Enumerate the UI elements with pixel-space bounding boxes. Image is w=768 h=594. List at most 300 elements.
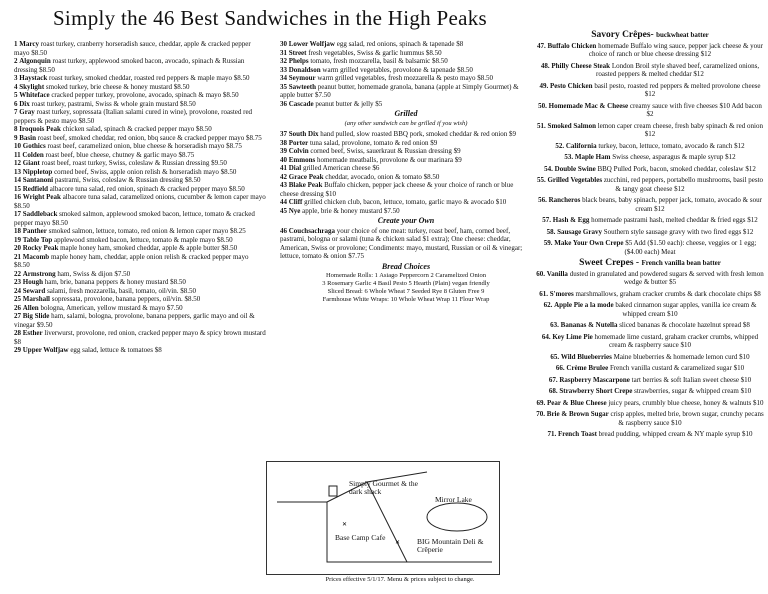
grilled-note: (any other sandwich can be grilled if you wish)	[344, 119, 468, 127]
item-number: 5	[14, 91, 18, 99]
item-number: 47.	[537, 41, 546, 50]
item-name: Vanilla	[546, 269, 568, 278]
menu-item	[536, 216, 764, 225]
menu-item	[536, 142, 764, 151]
item-name: Key Lime Pie	[552, 332, 593, 341]
savory-subtitle: buckwheat batter	[656, 31, 709, 39]
bread-heading: Bread Choices	[381, 261, 431, 271]
item-name: Grace Peak	[288, 172, 324, 181]
item-description: Southern style sausage gravy with two fired eggs $12	[603, 227, 754, 236]
item-name: Dial	[288, 164, 302, 172]
menu-item	[280, 156, 532, 165]
item-description: grilled chicken club, bacon, lettuce, tomato, garlic mayo & avocado $10	[304, 198, 507, 206]
item-number: 17	[14, 210, 21, 218]
item-number: 35	[280, 82, 287, 91]
menu-item	[536, 353, 764, 362]
item-name: Colvin	[288, 147, 309, 155]
item-name: Sausage Gravy	[557, 227, 602, 236]
item-description: roast turkey, smoked cheddar, roasted red peppers & maple mayo $8.50	[49, 74, 250, 82]
item-name: Allen	[22, 303, 39, 312]
item-number: 55.	[536, 176, 546, 184]
item-description: crisp apples, melted brie, brown sugar, crunchy pecans & raspberry sauce $10	[610, 410, 764, 427]
item-name: Wright Peak	[22, 193, 61, 201]
menu-item	[14, 287, 266, 296]
menu-item	[14, 253, 266, 270]
item-number: 71.	[547, 430, 557, 438]
item-name: Bananas & Nutella	[560, 321, 618, 329]
item-number: 20	[14, 244, 21, 252]
item-number: 42	[280, 172, 287, 181]
item-description: ham, salami, bologna, provolone, banana peppers, garlic mayo and oil & vinegar $9.50	[14, 312, 255, 329]
item-description: peanut butter, homemade granola, banana (apple at Simply Gourmet) & apple butter $7.50	[280, 82, 519, 99]
menu-item	[280, 164, 532, 173]
item-name: Marshall	[22, 295, 50, 303]
item-number: 12	[14, 159, 21, 167]
menu-item	[14, 40, 266, 57]
item-number: 37	[280, 130, 287, 138]
menu-item	[280, 181, 532, 198]
menu-item	[14, 151, 266, 160]
menu-item	[14, 83, 266, 92]
item-description: corned beef, Swiss, apple onion relish & horseradish mayo $8.50	[54, 167, 237, 176]
item-number: 30	[280, 40, 287, 48]
item-description: ham, brie, banana peppers & honey mustard $8.50	[44, 278, 186, 286]
item-description: your choice of one meat: turkey, roast beef, ham, corned beef, pastrami, bologna or salami (tuna & chicken salad $1 extra); One cheese: cheddar, American, Swiss or provolone; Condiments: mayo, mustard, Russian or oil & vinegar; lettuce, tomato & onion $7.75	[280, 226, 523, 260]
item-number: 70.	[536, 410, 546, 418]
item-description: London Broil style shaved beef, caramelized onions, roasted peppers & melted cheddar $12	[596, 61, 760, 78]
item-name: Whiteface	[19, 91, 50, 99]
item-number: 28	[14, 329, 21, 337]
item-number: 25	[14, 295, 21, 303]
item-number: 6	[14, 99, 18, 108]
map-label-base-camp: Base Camp Cafe	[335, 533, 386, 542]
menu-item	[536, 102, 764, 119]
menu-item	[280, 147, 532, 156]
item-name: Maple Ham	[574, 153, 611, 161]
item-description: smoked salmon, lettuce, tomato, red onion & lemon caper mayo $8.25	[48, 227, 246, 235]
item-description: strawberries, sugar & whipped cream $10	[634, 387, 752, 395]
item-number: 27	[14, 312, 21, 320]
item-name: Double Swine	[554, 164, 596, 173]
item-description: maple honey ham, cheddar, apple onion relish & cracked pepper mayo $8.50	[14, 252, 249, 269]
item-name: Brie & Brown Sugar	[546, 410, 609, 418]
item-name: Donaldson	[288, 65, 321, 74]
item-name: Iroquois Peak	[19, 125, 61, 133]
item-description: Swiss cheese, asparagus & maple syrup $12	[612, 153, 736, 161]
item-number: 34	[280, 74, 287, 82]
menu-item	[14, 57, 266, 74]
item-description: baked cinnamon sugar apples, vanilla ice cream & whipped cream $10	[615, 301, 757, 318]
sweet-title: Sweet Crepes -	[579, 258, 640, 268]
item-name: Upper Wolfjaw	[22, 346, 69, 354]
item-name: Hough	[22, 278, 43, 286]
item-number: 53.	[564, 153, 574, 161]
item-description: homemade pastrami hash, melted cheddar & fried eggs $12	[591, 216, 758, 224]
menu-item	[280, 57, 532, 66]
item-name: Couchsachraga	[288, 226, 336, 235]
item-description: roast beef, blue cheese, chutney & garlic mayo $8.75	[45, 150, 195, 159]
item-name: Macomb	[22, 252, 50, 261]
item-number: 11	[14, 150, 21, 159]
item-number: 48.	[540, 61, 550, 70]
menu-item	[536, 165, 764, 174]
menu-item	[280, 100, 532, 109]
sweet-subtitle: French vanilla bean batter	[641, 259, 721, 267]
map-label-simply-gourmet: Simply Gourmet & the dark shack	[349, 479, 418, 496]
item-number: 44	[280, 198, 287, 206]
item-description: tart berries & soft Italian sweet cheese $10	[631, 375, 752, 384]
menu-item	[14, 100, 266, 109]
menu-item	[14, 193, 266, 210]
menu-column-3	[536, 28, 764, 442]
item-description: tomato, fresh mozzarella, basil & balsamic $8.50	[310, 57, 448, 65]
item-description: roast turkey, sopressata (Italian salami cured in wine), provolone, roasted red peppers & pesto mayo $8.50	[14, 108, 253, 125]
item-description: corned beef, Swiss, sauerkraut & Russian dressing $9	[310, 147, 461, 155]
item-name: Saddleback	[22, 210, 58, 218]
item-name: French Toast	[557, 430, 597, 438]
menu-item	[14, 134, 266, 143]
item-number: 66.	[555, 364, 565, 372]
item-number: 57.	[542, 216, 552, 224]
bread-line: Homemade Rolls: 1 Asiago Peppercorn 2 Caramelized Onion	[325, 272, 487, 279]
item-description: basil pesto, roasted red peppers & melted provolone cheese $12	[594, 81, 761, 98]
menu-item	[536, 321, 764, 330]
item-name: Rancheros	[548, 196, 581, 204]
menu-item	[14, 329, 266, 346]
item-description: liverwurst, provolone, red onion, cracked pepper mayo & spicy brown mustard $8	[14, 329, 266, 346]
item-number: 62.	[543, 301, 553, 309]
item-description: roast turkey, pastrami, Swiss & whole grain mustard $8.50	[31, 99, 196, 108]
menu-item	[536, 376, 764, 385]
item-number: 4	[14, 82, 18, 91]
menu-item	[14, 312, 266, 329]
item-description: bologna, American, yellow mustard & mayo $7.50	[40, 303, 183, 312]
create-heading: Create your Own	[377, 216, 435, 225]
item-description: grilled American cheese $6	[302, 164, 380, 172]
item-name: Pesto Chicken	[549, 81, 593, 90]
menu-item	[14, 74, 266, 83]
menu-item	[280, 139, 532, 148]
item-number: 2	[14, 57, 18, 65]
item-number: 68.	[548, 387, 558, 395]
svg-text:✕: ✕	[395, 540, 401, 546]
menu-column-1	[14, 40, 266, 355]
item-name: Big Slide	[22, 312, 50, 320]
item-name: Hash & Egg	[552, 216, 590, 224]
item-number: 40	[280, 155, 287, 164]
menu-item	[14, 346, 266, 355]
menu-item	[14, 270, 266, 279]
item-description: albacore tuna salad, red onion, spinach & cracked pepper mayo $8.50	[49, 184, 245, 193]
item-description: apple, brie & honey mustard $7.50	[302, 206, 400, 215]
menu-item	[14, 91, 266, 100]
menu-item	[536, 42, 764, 59]
item-name: Phelps	[288, 57, 309, 65]
item-description: creamy sauce with five cheeses $10 Add bacon $2	[629, 101, 762, 118]
item-name: Basin	[19, 133, 36, 142]
menu-item	[14, 210, 266, 227]
item-description: homemade meatballs, provolone & our marinara $9	[316, 155, 462, 164]
menu-item	[536, 122, 764, 139]
item-name: Colden	[22, 150, 44, 159]
item-number: 1	[14, 40, 18, 48]
item-name: Gray	[19, 108, 35, 116]
item-number: 3	[14, 74, 18, 82]
item-description: egg salad, lettuce & tomatoes $8	[70, 346, 162, 354]
item-description: roast turkey, cranberry horseradish sauce, cheddar, apple & cracked pepper mayo $8.50	[14, 40, 251, 57]
item-description: cracked pepper turkey, provolone, avocado, spinach & mayo $8.50	[51, 91, 239, 99]
item-name: Armstrong	[22, 269, 56, 278]
menu-item	[536, 364, 764, 373]
menu-item	[280, 130, 532, 139]
item-description: cheddar, avocado, onion & tomato $8.50	[325, 172, 440, 181]
item-number: 19	[14, 235, 21, 244]
item-description: peanut butter & jelly $5	[315, 99, 383, 108]
item-description: tuna salad, provolone, tomato & red onion $9	[309, 138, 438, 147]
menu-item	[280, 83, 532, 100]
item-name: Sawteeth	[288, 82, 316, 91]
menu-item	[14, 295, 266, 304]
menu-item	[280, 40, 532, 49]
item-name: Philly Cheese Steak	[551, 61, 611, 70]
item-name: Street	[288, 48, 307, 57]
item-number: 18	[14, 227, 21, 235]
item-number: 39	[280, 147, 287, 155]
item-number: 67.	[548, 375, 558, 384]
item-description: dusted in granulated and powdered sugars & served with fresh lemon wedge & butter $5	[569, 269, 764, 286]
item-number: 54.	[544, 164, 553, 173]
item-number: 24	[14, 286, 21, 295]
menu-item	[14, 236, 266, 245]
menu-item	[14, 185, 266, 194]
menu-item	[536, 176, 764, 193]
menu-item	[536, 430, 764, 439]
menu-item	[536, 387, 764, 396]
item-name: Homemade Mac & Cheese	[548, 101, 629, 110]
item-number: 14	[14, 176, 21, 184]
item-description: homemade lime custard, graham cracker crumbs, whipped cream & raspberry sauce $10	[594, 332, 759, 349]
item-number: 46	[280, 226, 287, 235]
item-name: Nye	[288, 206, 301, 215]
item-description: albacore tuna salad, caramelized onions, cucumber & lemon caper mayo $8.50	[14, 193, 266, 210]
item-number: 59.	[543, 239, 553, 247]
item-number: 58.	[546, 227, 556, 236]
menu-item	[536, 239, 764, 256]
menu-item	[14, 278, 266, 287]
item-description: maple honey ham, smoked cheddar, apple & apple butter $8.50	[60, 244, 238, 252]
map-label-big-mountain: BIG Mountain Deli & Crêperie	[417, 537, 484, 554]
item-number: 51.	[537, 121, 546, 130]
menu-item	[14, 176, 266, 185]
item-name: Santanoni	[22, 176, 54, 184]
item-name: Panther	[22, 227, 47, 235]
item-description: smoked turkey, brie cheese & honey mustard $8.50	[45, 82, 190, 91]
item-number: 56.	[538, 196, 547, 204]
bread-line: Farmhouse White Wraps: 10 Whole Wheat Wrap 11 Flour Wrap	[322, 296, 490, 303]
item-description: sopressata, provolone, banana peppers, oil/vin. $8.50	[51, 295, 201, 303]
item-description: sliced bananas & chocolate hazelnut spread $8	[619, 321, 750, 329]
item-description: ham, Swiss & dijon $7.50	[57, 269, 131, 278]
item-name: S'mores	[549, 289, 574, 298]
menu-item	[280, 173, 532, 182]
menu-item	[14, 125, 266, 134]
savory-title: Savory Crêpes-	[591, 30, 654, 40]
item-number: 65.	[550, 352, 560, 361]
item-number: 8	[14, 125, 18, 133]
item-name: Lower Wolfjaw	[288, 40, 335, 48]
item-number: 50.	[538, 101, 547, 110]
item-description: applewood smoked bacon, lettuce, tomato & maple mayo $8.50	[54, 235, 233, 244]
menu-item	[280, 66, 532, 75]
item-name: Porter	[288, 138, 309, 147]
item-name: Cliff	[288, 198, 303, 206]
item-name: Strawberry Short Crepe	[559, 387, 633, 395]
item-name: Esther	[22, 329, 43, 337]
item-name: Marcy	[19, 40, 39, 48]
item-description: roast turkey, applewood smoked bacon, avocado, spinach & Russian dressing $8.50	[14, 57, 245, 74]
item-number: 32	[280, 57, 287, 65]
item-name: Redfield	[22, 184, 49, 193]
grilled-heading: Grilled	[394, 109, 418, 118]
item-name: Blake Peak	[288, 181, 323, 189]
menu-item	[14, 244, 266, 253]
item-name: Smoked Salmon	[547, 121, 596, 130]
item-description: roast beef, smoked cheddar, red onion, bbq sauce & cracked pepper mayo $8.75	[37, 133, 262, 142]
menu-item	[536, 196, 764, 213]
menu-item	[536, 410, 764, 427]
item-description: roast beef, roast turkey, Swiss, coleslaw & Russian dressing $9.50	[41, 159, 227, 167]
menu-item	[536, 82, 764, 99]
item-name: Rocky Peak	[22, 244, 59, 252]
item-number: 15	[14, 184, 21, 193]
menu-item	[536, 333, 764, 350]
item-description: warm grilled vegetables, fresh mozzarella & pesto mayo $8.50	[317, 74, 494, 82]
item-name: Haystack	[19, 74, 48, 82]
item-number: 13	[14, 167, 21, 176]
item-name: Nippletop	[22, 167, 53, 176]
item-name: Emmons	[288, 155, 316, 164]
item-description: juicy pears, crumbly blue cheese, honey & walnuts $10	[608, 398, 764, 407]
item-name: Seward	[22, 286, 46, 295]
item-name: Cascade	[288, 99, 314, 108]
item-description: egg salad, red onions, spinach & tapenade $8	[336, 40, 464, 48]
item-description: roast beef, caramelized onion, blue cheese & horseradish mayo $8.75	[47, 142, 242, 150]
item-description: hand pulled, slow roasted BBQ pork, smoked cheddar & red onion $9	[320, 130, 517, 138]
item-number: 41	[280, 164, 287, 172]
item-description: bread pudding, whipped cream & NY maple syrup $10	[598, 430, 753, 438]
item-name: California	[565, 141, 597, 150]
item-number: 60.	[536, 269, 546, 278]
item-description: lemon caper cream cheese, fresh baby spinach & red onion $12	[597, 121, 763, 138]
item-number: 21	[14, 252, 21, 261]
menu-item	[14, 108, 266, 125]
item-description: chicken salad, spinach & cracked pepper mayo $8.50	[62, 125, 212, 133]
item-number: 63.	[550, 321, 559, 329]
item-name: Buffalo Chicken	[547, 41, 597, 50]
item-name: Skylight	[19, 82, 45, 91]
map-label-lake: Mirror Lake	[435, 495, 472, 504]
menu-item	[536, 153, 764, 162]
item-description: warm grilled vegetables, provolone & tapenade $8.50	[322, 65, 473, 74]
item-description: salami, fresh mozzarella, basil, tomato, oil/vin. $8.50	[47, 286, 196, 295]
item-description: Maine blueberries & homemade lemon curd $10	[613, 352, 750, 361]
item-description: BBQ Pulled Pork, bacon, smoked cheddar, coleslaw $12	[597, 164, 756, 173]
savory-heading	[536, 31, 764, 40]
menu-item	[280, 49, 532, 58]
item-name: Crème Brulee	[566, 364, 609, 372]
item-number: 61.	[539, 289, 548, 298]
menu-item	[536, 301, 764, 318]
svg-text:✕: ✕	[342, 522, 348, 528]
menu-item	[14, 142, 266, 151]
item-number: 43	[280, 181, 287, 189]
item-number: 10	[14, 142, 21, 150]
sweet-heading	[536, 259, 764, 268]
item-number: 36	[280, 99, 287, 108]
item-name: Apple Pie a la mode	[554, 301, 614, 309]
item-name: Raspberry Mascarpone	[559, 375, 630, 384]
item-description: Buffalo chicken, pepper jack cheese & your choice of ranch or blue cheese dressing $10	[280, 181, 514, 198]
item-name: Giant	[22, 159, 40, 167]
item-number: 33	[280, 65, 287, 74]
menu-item	[14, 159, 266, 168]
item-number: 7	[14, 108, 18, 116]
menu-item	[280, 207, 532, 216]
item-number: 22	[14, 269, 21, 278]
item-description: marshmallows, graham cracker crumbs & dark chocolate chips $8	[575, 289, 761, 298]
item-description: homemade Buffalo wing sauce, pepper jack cheese & your choice of ranch or blue cheese dressing $12	[588, 41, 763, 58]
item-name: Algonquin	[19, 57, 51, 65]
bread-line: Sliced Bread: 6 Whole Wheat 7 Seeded Rye 8 Gluten Free 9	[327, 288, 485, 295]
bread-line: 3 Rosemary Garlic 4 Basil Pesto 5 Hearth (Plain) vegan friendly	[322, 280, 490, 287]
menu-item	[536, 62, 764, 79]
item-number: 64.	[541, 332, 551, 341]
item-number: 29	[14, 346, 21, 354]
item-number: 38	[280, 138, 287, 147]
prices-note: Prices effective 5/1/17. Menu & prices subject to change.	[325, 576, 475, 583]
item-number: 9	[14, 133, 18, 142]
item-number: 52.	[555, 141, 565, 150]
menu-item	[280, 227, 532, 261]
menu-item	[536, 290, 764, 299]
item-number: 49.	[539, 81, 549, 90]
item-name: Seymour	[288, 74, 316, 82]
item-number: 23	[14, 278, 21, 286]
item-name: Table Top	[22, 235, 53, 244]
menu-item	[536, 228, 764, 237]
menu-column-2	[280, 40, 532, 304]
menu-item	[14, 227, 266, 236]
item-description: French vanilla custard & caramelized sugar $10	[609, 364, 745, 372]
item-description: fresh vegetables, Swiss & garlic hummus $8.50	[308, 48, 442, 57]
item-number: 31	[280, 48, 287, 57]
item-name: Wild Blueberries	[560, 352, 612, 361]
item-name: Gothics	[22, 142, 46, 150]
menu-item	[536, 270, 764, 287]
item-description: zucchini, red peppers, portabello mushrooms, basil pesto & tangy goat cheese $12	[603, 176, 764, 193]
menu-item	[14, 304, 266, 313]
item-description: turkey, bacon, lettuce, tomato, avocado & ranch $12	[598, 141, 745, 150]
page-title: Simply the 46 Best Sandwiches in the High Peaks	[52, 6, 488, 30]
item-description: $5 Add ($1.50 each): cheese, veggies or 1 egg; ($4.00 each) Meat	[624, 239, 757, 256]
item-name: South Dix	[288, 130, 319, 138]
item-description: smoked salmon, applewood smoked bacon, lettuce, tomato & cracked pepper mayo $8.50	[14, 210, 255, 227]
location-map	[266, 461, 500, 575]
menu-item	[536, 399, 764, 408]
item-number: 26	[14, 303, 21, 312]
item-name: Dix	[19, 99, 30, 108]
menu-item	[14, 168, 266, 177]
